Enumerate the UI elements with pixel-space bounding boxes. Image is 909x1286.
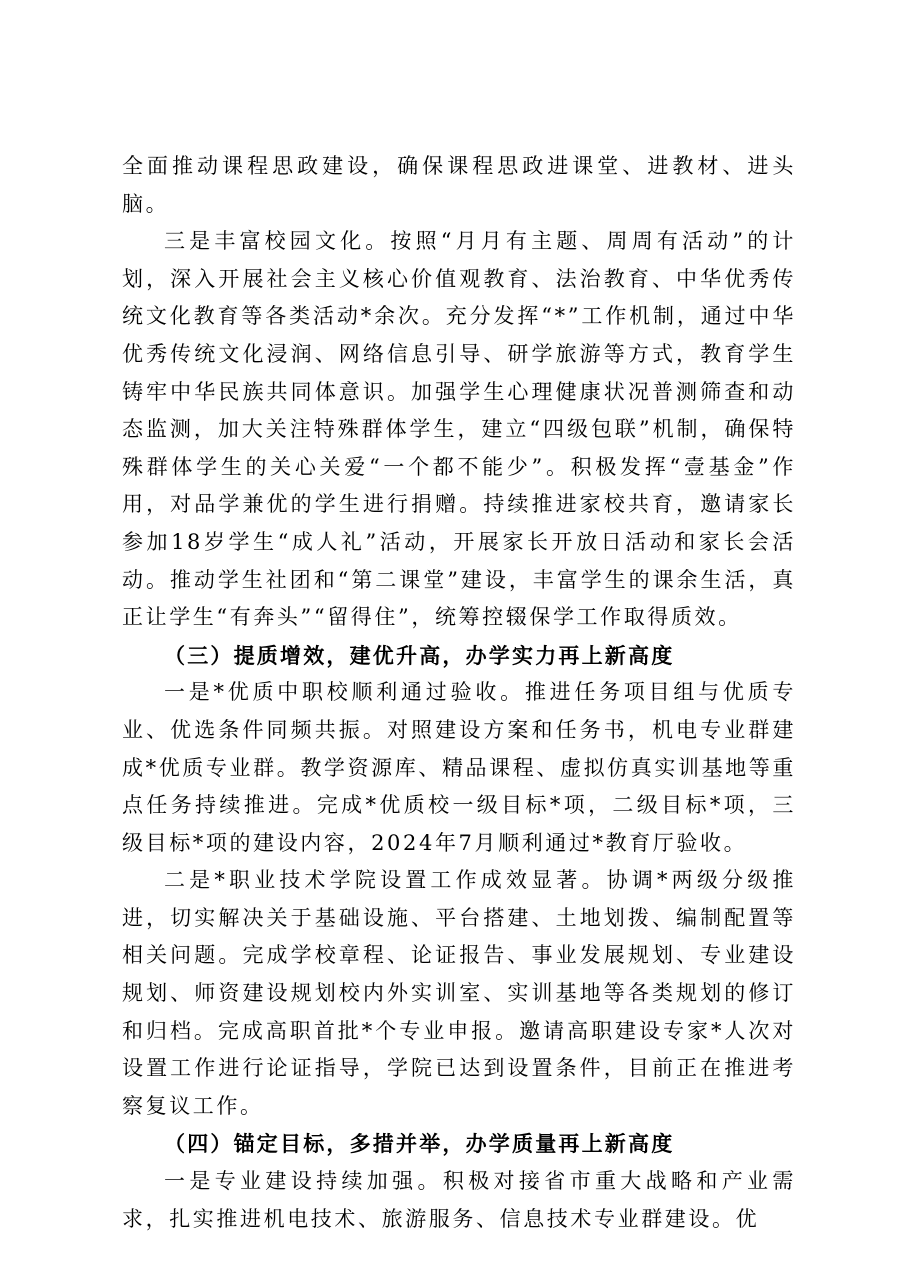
paragraph-vocational-college-setup: 二是*职业技术学院设置工作成效显著。协调*两级分级推进，切实解决关于基础设施、平台搭建、土地划拨、编制配置等相关问题。完成学校章程、论证报告、事业发展规划、专业建设规划、师资建设规划校内外实训室、实训基地等各类规划的修订和归档。完成高职首批*个专业申报。邀请高职建设专家*人次对设置工作进行论证指导，学院已达到设置条件，目前正在推进考察复议工作。 [122, 868, 796, 1118]
paragraph-campus-culture: 三是丰富校园文化。按照“月月有主题、周周有活动”的计划，深入开展社会主义核心价值观教育、法治教育、中华优秀传统文化教育等各类活动*余次。充分发挥“*”工作机制，通过中华优秀传统文化浸润、网络信息引导、研学旅游等方式，教育学生铸牢中华民族共同体意识。加强学生心理健康状况普测筛查和动态监测，加大关注特殊群体学生，建立“四级包联”机制，确保特殊群体学生的关心关爱“一个都不能少”。积极发挥“壹基金”作用，对品学兼优的学生进行捐赠。持续推进家校共育，邀请家长参加18岁学生“成人礼”活动，开展家长开放日活动和家长会活动。推动学生社团和“第二课堂”建设，丰富学生的课余生活，真正让学生“有奔头”“留得住”，统筹控辍保学工作取得质效。 [122, 229, 796, 630]
paragraph-course-ideology: 全面推动课程思政建设，确保课程思政进课堂、进教材、进头脑。 [122, 154, 796, 216]
paragraph-quality-school-acceptance: 一是*优质中职校顺利通过验收。推进任务项目组与优质专业、优选条件同频共振。对照建设方案和任务书，机电专业群建成*优质专业群。教学资源库、精品课程、虚拟仿真实训基地等重点任务持续推进。完成*优质校一级目标*项，二级目标*项，三级目标*项的建设内容，2024年7月顺利通过*教育厅验收。 [122, 680, 796, 855]
section-heading-4: （四）锚定目标，多措并举，办学质量再上新高度 [164, 1131, 675, 1157]
document-body [122, 148, 796, 1238]
section-heading-3: （三）提质增效，建优升高，办学实力再上新高度 [164, 642, 675, 668]
paragraph-major-construction: 一是专业建设持续加强。积极对接省市重大战略和产业需求，扎实推进机电技术、旅游服务、信息技术专业群建设。优 [122, 1169, 796, 1231]
